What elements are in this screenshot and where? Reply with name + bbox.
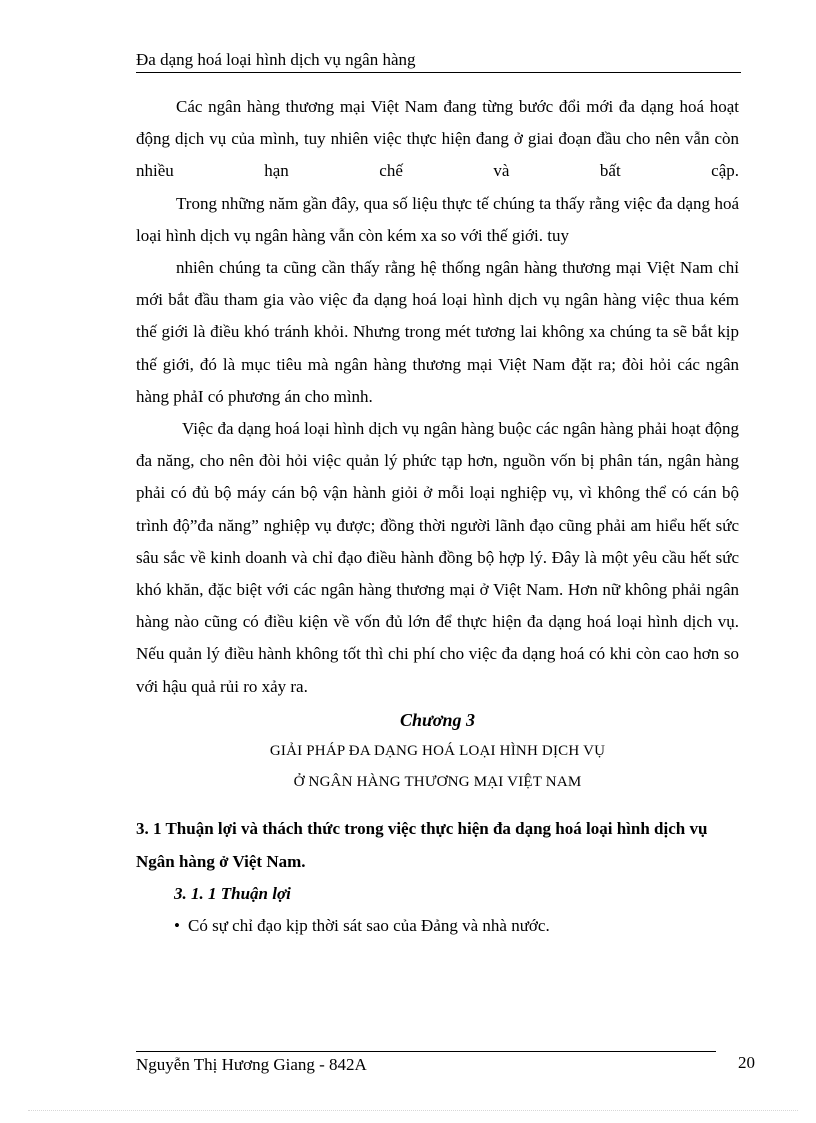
chapter-title-line-1: GIẢI PHÁP ĐA DẠNG HOÁ LOẠI HÌNH DỊCH VỤ — [269, 742, 606, 759]
paragraph-3: nhiên chúng ta cũng cần thấy rằng hệ thống ngân hàng thương mại Việt Nam chỉ mới bắt đầu tham gia vào việc đa dạng hoá loại hình dịch vụ ngân hàng việc thua kém thế giới là điều khó tránh khỏi. Nhưng trong mét tương lai không xa chúng ta sẽ bắt kịp thế giới, đó là mục tiêu mà ngân hàng thương mại Việt Nam đặt ra; đòi hỏi các ngân hàng phảI có phương án cho mình. — [136, 258, 739, 406]
bullet-item — [136, 910, 739, 942]
chapter-title-line-2: Ở NGÂN HÀNG THƯƠNG MẠI VIỆT NAM — [293, 773, 582, 790]
page-edge-divider — [28, 1110, 798, 1111]
paragraph-4: Việc đa dạng hoá loại hình dịch vụ ngân hàng buộc các ngân hàng phải hoạt động đa năng, cho nên đòi hỏi việc quản lý phức tạp hơn, nguồn vốn bị phân tán, ngân hàng phải có đủ bộ máy cán bộ vận hành giỏi ở mỗi loại nghiệp vụ, vì không thể có cán bộ trình độ”đa năng” nghiệp vụ được; đồng thời người lãnh đạo cũng phải am hiểu hết sức sâu sắc về kinh doanh và chỉ đạo điều hành đồng bộ hợp lý. Đây là một yêu cầu hết sức khó khăn, đặc biệt với các ngân hàng thương mại ở Việt Nam. Hơn nữ không phải ngân hàng nào cũng có điều kiện về vốn đủ lớn để thực hiện đa dạng hoá loại hình dịch vụ. Nếu quản lý điều hành không tốt thì chi phí cho việc đa dạng hoá có khi còn cao hơn so với hậu quả rủi ro xảy ra. — [136, 419, 739, 696]
subsection-heading: 3. 1. 1 Thuận lợi — [174, 883, 291, 903]
page-header — [136, 49, 741, 73]
bullet-icon: • — [174, 915, 180, 935]
footer-divider — [136, 1051, 716, 1052]
document-body — [136, 91, 739, 942]
chapter-label: Chương 3 — [400, 709, 475, 730]
footer-author: Nguyễn Thị Hương Giang - 842A — [136, 1055, 367, 1074]
paragraph-2: Trong những năm gần đây, qua số liệu thực tế chúng ta thấy rằng việc đa dạng hoá loại hình dịch vụ ngân hàng vẫn còn kém xa so với thế giới. tuy — [136, 193, 739, 245]
header-title: Đa dạng hoá loại hình dịch vụ ngân hàng — [136, 50, 416, 69]
section-heading: 3. 1 Thuận lợi và thách thức trong việc thực hiện đa dạng hoá loại hình dịch vụ Ngân hàng ở Việt Nam. — [136, 818, 708, 871]
paragraph-1: Các ngân hàng thương mại Việt Nam đang từng bước đổi mới đa dạng hoá hoạt động dịch vụ của mình, tuy nhiên việc thực hiện đang ở giai đoạn đầu cho nên vẫn còn nhiều hạn chế và bất cập. — [136, 97, 739, 181]
bullet-text: Có sự chỉ đạo kịp thời sát sao của Đảng và nhà nước. — [188, 915, 550, 935]
page-number: 20 — [738, 1053, 755, 1072]
